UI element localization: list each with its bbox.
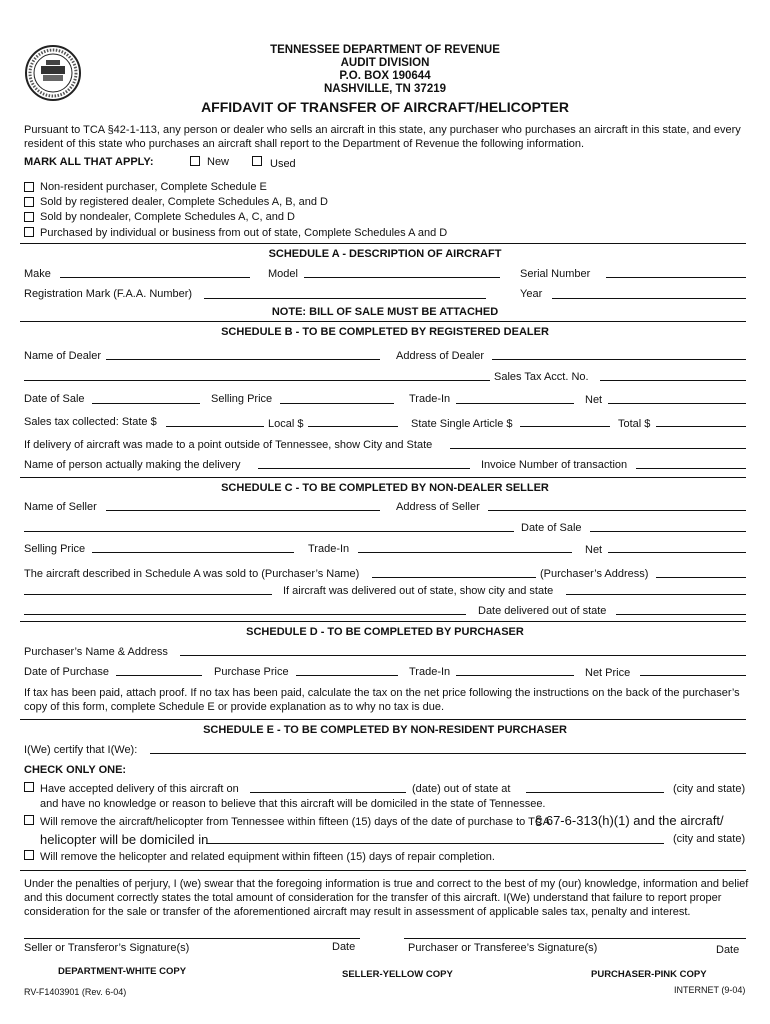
delivery-location-field[interactable]	[526, 792, 664, 793]
date-purchase-label: Date of Purchase	[24, 666, 109, 678]
serial-field[interactable]	[606, 277, 746, 278]
option-label: Purchased by individual or business from out of state, Complete Schedules A and D	[40, 227, 448, 239]
year-label: Year	[520, 288, 543, 300]
dealer-address-label: Address of Dealer	[396, 350, 485, 362]
registration-field[interactable]	[204, 298, 486, 299]
opt1-text-c: (city and state)	[673, 783, 746, 795]
trade-in-d-label: Trade-In	[409, 666, 451, 678]
seller-signature-line[interactable]	[24, 938, 360, 939]
perjury-statement: Under the penalties of perjury, I (we) swear that the foregoing information is true and correct to the best of my (our) knowledge, information and belief and this document correctly states the total amount of consideration for the transfer of this aircraft. I(We) understand that failure to report proper consideration for the sale or transfer of the aforementioned aircraft may result in assessment of applicable sales tax, penalty and interest.	[24, 878, 749, 918]
delivery-person-label: Name of person actually making the delivery	[24, 459, 241, 471]
date-delivered-field[interactable]	[616, 614, 746, 615]
pink-copy-label: PURCHASER-PINK COPY	[591, 969, 707, 980]
opt2-text-b: § 67-6-313(h)(1) and the aircraft/	[535, 813, 724, 828]
purchaser-date-label: Date	[716, 944, 740, 956]
seller-address-label: Address of Seller	[396, 501, 480, 513]
divider	[20, 243, 746, 244]
used-label: Used	[270, 158, 296, 170]
opt1-text-a: Have accepted delivery of this aircraft on	[40, 783, 239, 795]
trade-in-d-field[interactable]	[456, 675, 574, 676]
selling-price-label: Selling Price	[211, 393, 273, 405]
net-label: Net	[585, 394, 603, 406]
opt2-text-c: helicopter will be domiciled in	[40, 832, 209, 847]
divider	[20, 477, 746, 478]
delivered-out-label: If aircraft was delivered out of state, show city and state	[283, 585, 554, 597]
model-label: Model	[268, 268, 298, 280]
schedule-a-title: SCHEDULE A - DESCRIPTION OF AIRCRAFT	[268, 248, 502, 260]
divider	[20, 719, 746, 720]
city-address: NASHVILLE, TN 37219	[323, 83, 447, 95]
purchase-price-label: Purchase Price	[214, 666, 289, 678]
certify-label: I(We) certify that I(We):	[24, 744, 138, 756]
date-sale-label: Date of Sale	[24, 393, 85, 405]
make-field[interactable]	[60, 277, 250, 278]
opt1-text-d: and have no knowledge or reason to believe that this aircraft will be domiciled in the state of Tennessee.	[40, 798, 546, 810]
invoice-label: Invoice Number of transaction	[481, 459, 628, 471]
yellow-copy-label: SELLER-YELLOW COPY	[342, 969, 453, 980]
net-c-field[interactable]	[608, 552, 746, 553]
registration-label: Registration Mark (F.A.A. Number)	[24, 288, 193, 300]
remove-helicopter-checkbox[interactable]	[24, 850, 34, 860]
schedule-d-title: SCHEDULE D - TO BE COMPLETED BY PURCHASER	[246, 626, 524, 638]
dealer-address-line-2[interactable]	[24, 380, 490, 381]
model-field[interactable]	[304, 277, 500, 278]
schedule-d-note: If tax has been paid, attach proof. If no tax has been paid, calculate the tax on the net price following the instructions on the back of the purchaser’s copy of this form, complete Schedule E or provide explanation as to why no tax is due.	[24, 687, 740, 713]
date-delivered-label: Date delivered out of state	[478, 605, 607, 617]
delivery-person-field[interactable]	[258, 468, 470, 469]
local-label: Local $	[268, 418, 304, 430]
divider	[20, 621, 746, 622]
local-field[interactable]	[308, 426, 398, 427]
new-label: New	[207, 156, 230, 168]
date-sale-field[interactable]	[92, 403, 200, 404]
delivered-out-line-2[interactable]	[24, 614, 466, 615]
purchaser-signature-label: Purchaser or Transferee’s Signature(s)	[408, 942, 598, 954]
certify-field[interactable]	[150, 753, 746, 754]
option-checkbox-nondealer[interactable]	[24, 212, 34, 222]
selling-price-c-field[interactable]	[92, 552, 294, 553]
option-label: Sold by registered dealer, Complete Schedules A, B, and D	[40, 196, 329, 208]
option-checkbox-registered-dealer[interactable]	[24, 197, 34, 207]
delivered-out-field[interactable]	[566, 594, 746, 595]
purchase-price-field[interactable]	[296, 675, 398, 676]
purchaser-address-line-2[interactable]	[24, 594, 272, 595]
opt2-text-a: Will remove the aircraft/helicopter from Tennessee within fifteen (15) days of the date of purchase to TCA	[40, 816, 551, 828]
date-sale-c-field[interactable]	[590, 531, 746, 532]
delivery-date-field[interactable]	[250, 792, 406, 793]
trade-in-c-label: Trade-In	[308, 543, 350, 555]
divider	[20, 870, 746, 871]
date-sale-c-label: Date of Sale	[521, 522, 582, 534]
total-field[interactable]	[656, 426, 746, 427]
form-number: RV-F1403901 (Rev. 6-04)	[24, 987, 127, 997]
delivery-label: If delivery of aircraft was made to a point outside of Tennessee, show City and State	[24, 439, 433, 451]
year-field[interactable]	[552, 298, 746, 299]
purchaser-address-field[interactable]	[656, 577, 746, 578]
sales-tax-acct-field[interactable]	[600, 380, 746, 381]
divider	[20, 321, 746, 322]
intro-paragraph: Pursuant to TCA §42-1-113, any person or dealer who sells an aircraft in this state, any purchaser who purchases an aircraft in this state, and every resident of this state who purchases an aircraft shall report to the Department of Revenue the following information.	[24, 124, 741, 150]
po-box: P.O. BOX 190644	[339, 70, 431, 82]
net-price-field[interactable]	[640, 675, 746, 676]
dealer-address-field[interactable]	[492, 359, 746, 360]
sold-to-label: The aircraft described in Schedule A was sold to (Purchaser’s Name)	[24, 568, 360, 580]
schedule-b-title: SCHEDULE B - TO BE COMPLETED BY REGISTERED DEALER	[221, 326, 549, 338]
option-checkbox-nonresident[interactable]	[24, 182, 34, 192]
purchaser-name-address-label: Purchaser’s Name & Address	[24, 646, 168, 658]
trade-in-field[interactable]	[456, 403, 574, 404]
option-label: Non-resident purchaser, Complete Schedule E	[40, 181, 267, 193]
date-purchase-field[interactable]	[116, 675, 202, 676]
remove-aircraft-checkbox[interactable]	[24, 815, 34, 825]
seller-signature-label: Seller or Transferor’s Signature(s)	[24, 942, 190, 954]
trade-in-label: Trade-In	[409, 393, 451, 405]
purchaser-signature-line[interactable]	[404, 938, 746, 939]
total-label: Total $	[618, 418, 651, 430]
option-checkbox-out-of-state[interactable]	[24, 227, 34, 237]
opt1-text-b: (date) out of state at	[412, 783, 511, 795]
net-field[interactable]	[608, 403, 746, 404]
dept-name: TENNESSEE DEPARTMENT OF REVENUE	[270, 44, 500, 56]
domicile-field[interactable]	[206, 843, 664, 844]
white-copy-label: DEPARTMENT-WHITE COPY	[58, 966, 187, 977]
selling-price-c-label: Selling Price	[24, 543, 86, 555]
dealer-name-label: Name of Dealer	[24, 350, 102, 362]
form-title: AFFIDAVIT OF TRANSFER OF AIRCRAFT/HELICOPTER	[201, 99, 569, 115]
mark-all-label: MARK ALL THAT APPLY:	[24, 156, 154, 168]
purchaser-address-label: (Purchaser’s Address)	[540, 568, 649, 580]
seller-name-label: Name of Seller	[24, 501, 97, 513]
bill-of-sale-note: NOTE: BILL OF SALE MUST BE ATTACHED	[271, 306, 499, 318]
state-single-label: State Single Article $	[411, 418, 513, 430]
option-label: Sold by nondealer, Complete Schedules A, C, and D	[40, 211, 295, 223]
opt2-text-d: (city and state)	[673, 833, 746, 845]
seller-date-label: Date	[332, 941, 356, 953]
dealer-name-field[interactable]	[106, 359, 380, 360]
sales-tax-acct-label: Sales Tax Acct. No.	[494, 371, 589, 383]
seller-name-field[interactable]	[106, 510, 380, 511]
selling-price-field[interactable]	[280, 403, 394, 404]
seller-address-field[interactable]	[488, 510, 746, 511]
net-price-label: Net Price	[585, 667, 631, 679]
sales-tax-state-field[interactable]	[166, 426, 264, 427]
new-checkbox[interactable]	[190, 156, 200, 166]
internet-version: INTERNET (9-04)	[674, 985, 746, 995]
schedule-c-title: SCHEDULE C - TO BE COMPLETED BY NON-DEALER SELLER	[221, 482, 549, 494]
used-checkbox[interactable]	[252, 156, 262, 166]
purchaser-name-address-field[interactable]	[180, 655, 746, 656]
opt3-text: Will remove the helicopter and related equipment within fifteen (15) days of repair completion.	[40, 851, 495, 863]
schedule-e-title: SCHEDULE E - TO BE COMPLETED BY NON-RESIDENT PURCHASER	[203, 724, 567, 736]
make-label: Make	[24, 268, 51, 280]
accepted-delivery-checkbox[interactable]	[24, 782, 34, 792]
seller-address-line-2[interactable]	[24, 531, 514, 532]
serial-label: Serial Number	[520, 268, 591, 280]
trade-in-c-field[interactable]	[358, 552, 572, 553]
division: AUDIT DIVISION	[340, 57, 430, 69]
state-single-field[interactable]	[520, 426, 610, 427]
sold-to-field[interactable]	[372, 577, 536, 578]
sales-tax-state-label: Sales tax collected: State $	[24, 416, 157, 428]
net-c-label: Net	[585, 544, 603, 556]
check-one-label: CHECK ONLY ONE:	[24, 764, 127, 776]
delivery-field[interactable]	[450, 448, 746, 449]
invoice-field[interactable]	[636, 468, 746, 469]
